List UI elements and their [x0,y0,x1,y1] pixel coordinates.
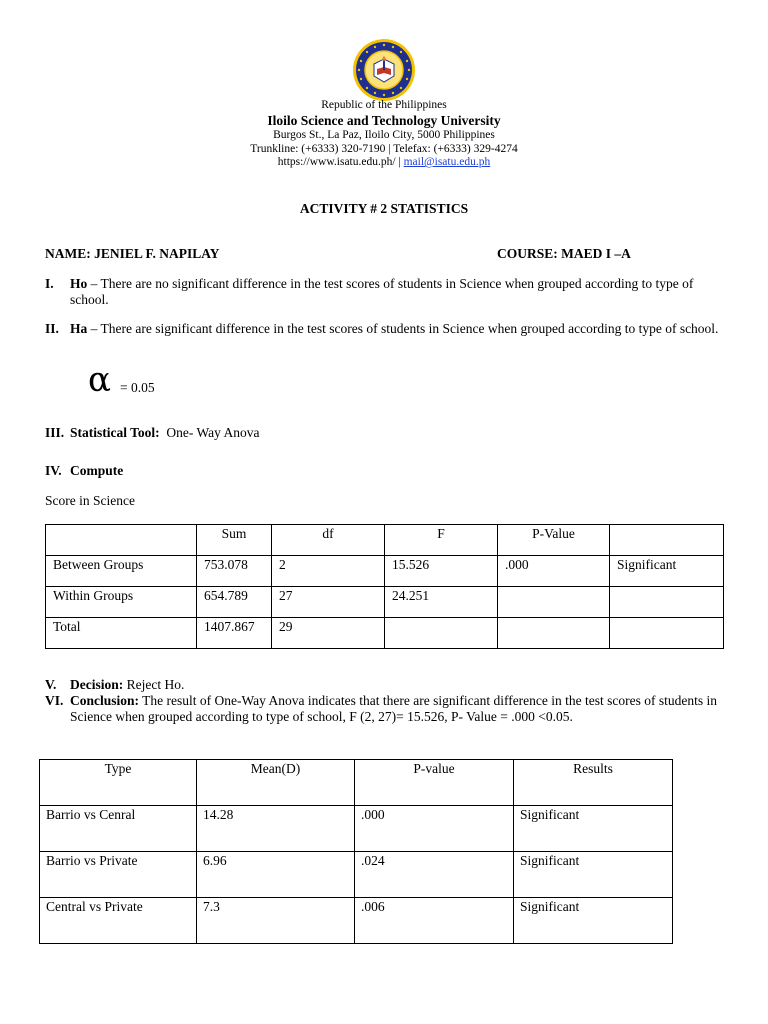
anova-table [45,524,724,649]
anova-table-cell: 2 [272,556,385,587]
student-name: NAME: JENIEL F. NAPILAY [45,246,220,261]
posthoc-table-cell: .006 [355,898,514,944]
item-ii-number: II. [45,321,59,336]
anova-table-cell: Between Groups [46,556,197,587]
anova-table-cell: Within Groups [46,587,197,618]
phone-line: Trunkline: (+6333) 320-7190 | Telefax: (+6333) 329-4274 [250,143,518,155]
posthoc-table-header-cell: P-value [355,760,514,806]
anova-table-cell: 27 [272,587,385,618]
posthoc-table-header-cell: Mean(D) [197,760,355,806]
item-iii-number: III. [45,425,65,440]
anova-table-cell [385,618,498,649]
posthoc-table [39,759,673,944]
item-iv-label: Compute [70,463,124,478]
posthoc-table-cell: Barrio vs Private [40,852,197,898]
anova-table-cell: Total [46,618,197,649]
anova-table-row [46,556,724,587]
anova-table-cell: Significant [610,556,724,587]
item-vi-body [70,693,725,725]
address-line: Burgos St., La Paz, Iloilo City, 5000 Philippines [273,129,495,141]
student-course: COURSE: MAED I –A [497,246,631,261]
posthoc-table-cell: Barrio vs Cenral [40,806,197,852]
anova-table-header-row [46,525,724,556]
posthoc-table-row [40,806,673,852]
anova-table-cell: 654.789 [197,587,272,618]
item-ii-text: – There are significant difference in the test scores of students in Science when grouped according to type of school. [87,321,719,336]
item-vi-number: VI. [45,693,64,708]
anova-table-cell: 15.526 [385,556,498,587]
item-i-label: Ho [70,276,88,291]
item-ii-body [70,321,720,337]
anova-table-cell [498,587,610,618]
posthoc-table-cell: Central vs Private [40,898,197,944]
anova-table-header-cell: df [272,525,385,556]
web-line [0,157,768,169]
posthoc-table-header-row [40,760,673,806]
item-vi-label: Conclusion: [70,693,140,708]
item-i-number: I. [45,276,54,291]
anova-table-header-cell [46,525,197,556]
anova-table-row [46,587,724,618]
anova-table-cell: 1407.867 [197,618,272,649]
seal-icon [352,38,416,102]
posthoc-table-header-cell: Results [514,760,673,806]
item-v-text: Reject Ho. [123,677,185,692]
anova-table-cell: 24.251 [385,587,498,618]
anova-table-cell: 29 [272,618,385,649]
posthoc-table-cell: .024 [355,852,514,898]
website-text: https://www.isatu.edu.ph/ | [277,156,404,168]
republic-line: Republic of the Philippines [321,99,447,111]
item-v-label: Decision: [70,677,124,692]
posthoc-table-cell: Significant [514,898,673,944]
posthoc-table-cell: 7.3 [197,898,355,944]
posthoc-table-cell: .000 [355,806,514,852]
university-name: Iloilo Science and Technology University [267,113,501,128]
anova-table-header-cell [610,525,724,556]
item-v-number: V. [45,677,57,692]
posthoc-table-cell: 14.28 [197,806,355,852]
posthoc-table-cell: Significant [514,852,673,898]
posthoc-table-row [40,852,673,898]
item-iii-label: Statistical Tool: [70,425,160,440]
anova-table-row [46,618,724,649]
anova-table-header-cell: Sum [197,525,272,556]
posthoc-table-header-cell: Type [40,760,197,806]
posthoc-table-cell: Significant [514,806,673,852]
anova-table-cell: 753.078 [197,556,272,587]
item-iii-text: One- Way Anova [166,425,260,440]
item-iii-body [70,425,720,441]
item-iv-number: IV. [45,463,62,478]
item-vi-text: The result of One-Way Anova indicates that there are significant difference in the test scores of students in Science when grouped according to type of school, F (2, 27)= 15.526, P- Value = .000 <0.05. [70,693,718,724]
anova-table-header-cell: P-Value [498,525,610,556]
item-v-body [70,677,720,693]
alpha-value: = 0.05 [120,380,155,395]
posthoc-table-cell: 6.96 [197,852,355,898]
anova-table-cell [610,618,724,649]
email-link[interactable]: mail@isatu.edu.ph [403,156,491,168]
anova-table-cell [498,618,610,649]
alpha-symbol: α [88,360,111,400]
university-seal [352,38,416,102]
item-ii-label: Ha [70,321,88,336]
posthoc-table-row [40,898,673,944]
anova-table-header-cell: F [385,525,498,556]
table1-caption: Score in Science [45,493,135,508]
anova-table-cell [610,587,724,618]
item-i-body [70,276,720,308]
item-i-text: – There are no significant difference in the test scores of students in Science when grouped according to type of school. [70,276,694,307]
anova-table-cell: .000 [498,556,610,587]
activity-title: ACTIVITY # 2 STATISTICS [299,201,469,216]
